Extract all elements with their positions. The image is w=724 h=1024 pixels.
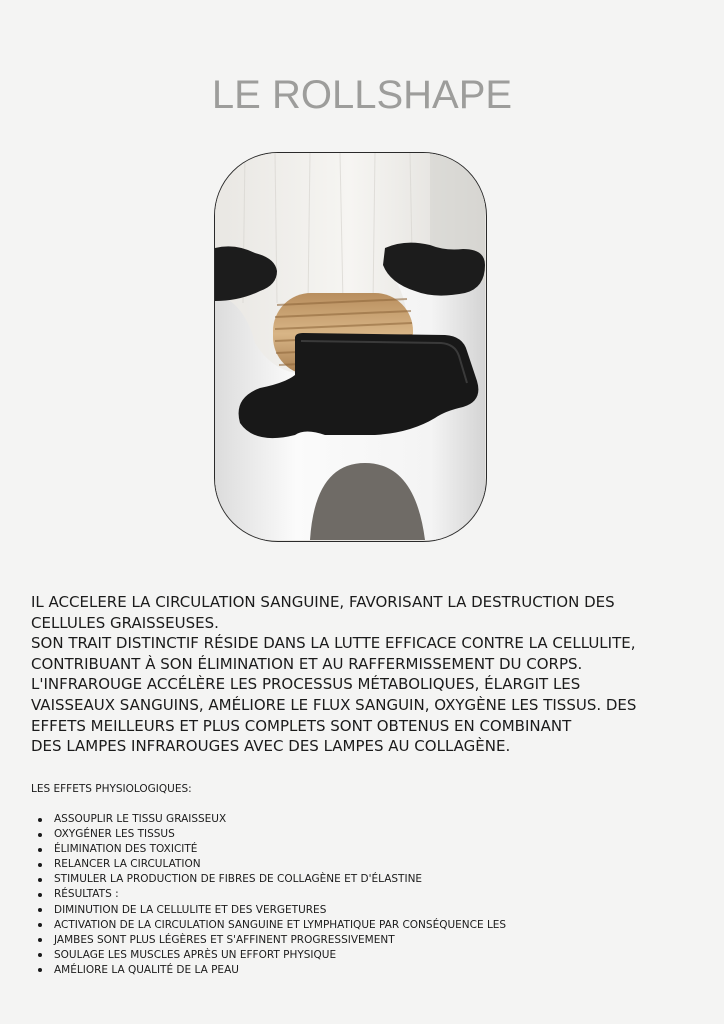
effects-list [37,812,677,978]
list-item: SOULAGE LES MUSCLES APRÈS UN EFFORT PHYSIQUE [37,948,677,963]
list-item: RÉSULTATS : [37,887,677,902]
list-item: OXYGÉNER LES TISSUS [37,827,677,842]
description-line: CONTRIBUANT À SON ÉLIMINATION ET AU RAFFERMISSEMENT DU CORPS. [31,654,583,673]
list-item: ÉLIMINATION DES TOXICITÉ [37,842,677,857]
description-line: EFFETS MEILLEURS ET PLUS COMPLETS SONT OBTENUS EN COMBINANT [31,716,572,735]
list-item: AMÉLIORE LA QUALITÉ DE LA PEAU [37,963,677,978]
description-line: VAISSEAUX SANGUINS, AMÉLIORE LE FLUX SANGUIN, OXYGÈNE LES TISSUS. DES [31,695,637,714]
list-item: ASSOUPLIR LE TISSU GRAISSEUX [37,812,677,827]
description-line: IL ACCELERE LA CIRCULATION SANGUINE, FAVORISANT LA DESTRUCTION DES [31,593,615,611]
list-item: ACTIVATION DE LA CIRCULATION SANGUINE ET LYMPHATIQUE PAR CONSÉQUENCE LES [37,918,677,933]
list-item: RELANCER LA CIRCULATION [37,857,677,872]
description-line: CELLULES GRAISSEUSES. [31,613,219,632]
effects-heading: LES EFFETS PHYSIOLOGIQUES: [31,783,192,795]
rollshape-photo [214,152,487,542]
description-line: DES LAMPES INFRAROUGES AVEC DES LAMPES AU COLLAGÈNE. [31,737,511,756]
list-item: DIMINUTION DE LA CELLULITE ET DES VERGETURES [37,903,677,918]
page-title: LE ROLLSHAPE [211,72,513,117]
rollshape-machine-illustration [215,153,485,540]
list-item: JAMBES SONT PLUS LÉGÈRES ET S'AFFINENT PROGRESSIVEMENT [37,933,677,948]
list-item: STIMULER LA PRODUCTION DE FIBRES DE COLLAGÈNE ET D'ÉLASTINE [37,872,677,887]
description-line: L'INFRAROUGE ACCÉLÈRE LES PROCESSUS MÉTABOLIQUES, ÉLARGIT LES [31,675,581,694]
description-line: SON TRAIT DISTINCTIF RÉSIDE DANS LA LUTTE EFFICACE CONTRE LA CELLULITE, [31,634,636,653]
description-paragraph [31,592,701,757]
